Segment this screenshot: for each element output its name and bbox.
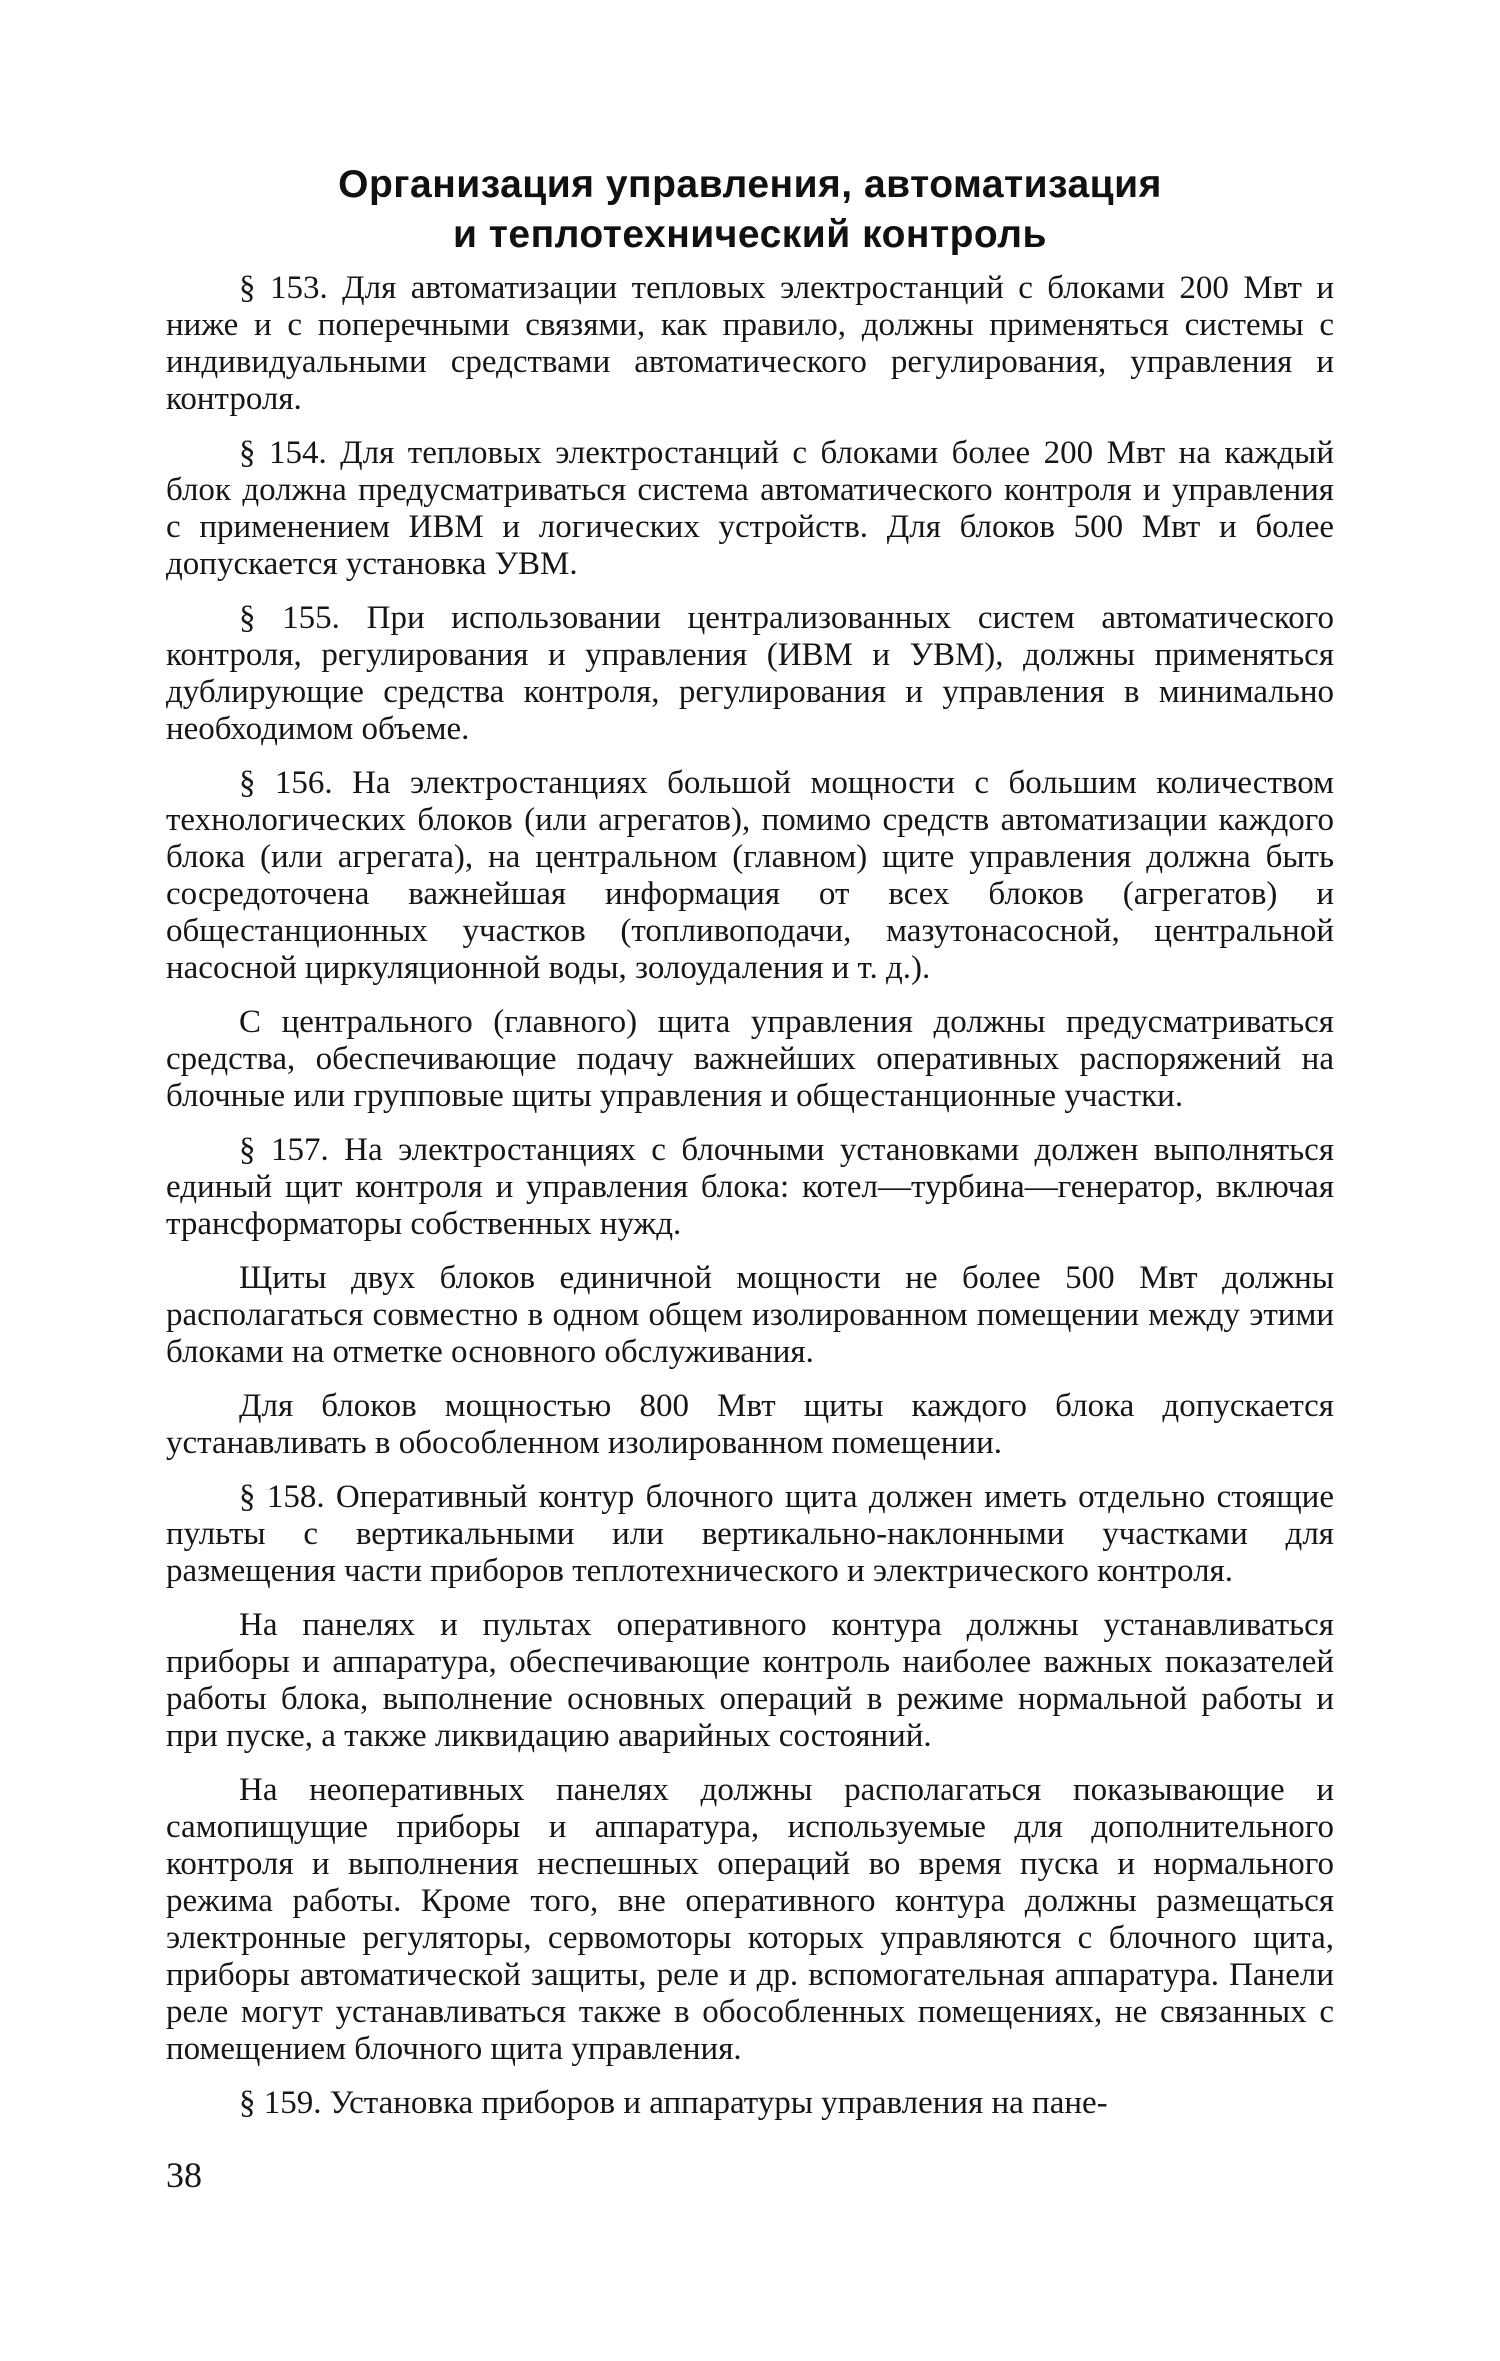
paragraph-157-800mw: Для блоков мощностью 800 Мвт щиты каждого блока допускается устанавливать в обособленном изолированном помещении. — [166, 1388, 1334, 1461]
section-title-line-1: Организация управления, автоматизация — [338, 163, 1162, 206]
section-title — [166, 160, 1334, 260]
paragraph-159: § 159. Установка приборов и аппаратуры управления на пане- — [239, 2085, 1108, 2121]
paragraph-158: § 158. Оперативный контур блочного щита должен иметь отдельно стоящие пульты с вертикальными или вертикально-наклонными участками для размещения части приборов теплотехнического и электрического контроля. — [166, 1479, 1334, 1589]
paragraph-157-two-blocks: Щиты двух блоков единичной мощности не более 500 Мвт должны располагаться совместно в одном общем изолированном помещении между этими блоками на отметке основного обслуживания. — [166, 1260, 1334, 1370]
paragraph-158-panels: На панелях и пультах оперативного контура должны устанавливаться приборы и аппаратура, обеспечивающие контроль наиболее важных показателей работы блока, выполнение основных операций в режиме нормальной работы и при пуске, а также ликвидацию аварийных состояний. — [166, 1607, 1334, 1754]
paragraph-156-central-panel: С центрального (главного) щита управления должны предусматриваться средства, обеспечивающие подачу важнейших оперативных распоряжений на блочные или групповые щиты управления и общестанционные участки. — [166, 1004, 1334, 1114]
section-title-line-2: и теплотехнический контроль — [453, 213, 1047, 256]
paragraph-158-nonoperative: На неоперативных панелях должны располагаться показывающие и самопищущие приборы и аппаратура, используемые для дополнительного контроля и выполнения неспешных операций во время пуска и нормального режима работы. Кроме того, вне оперативного контура должны размещаться электронные регуляторы, сервомоторы которых управляются с блочного щита, приборы автоматической защиты, реле и др. вспомогательная аппаратура. Панели реле могут устанавливаться также в обособленных помещениях, не связанных с помещением блочного щита управления. — [166, 1772, 1334, 2067]
paragraph-155: § 155. При использовании централизованных систем автоматического контроля, регулирования и управления (ИВМ и УВМ), должны применяться дублирующие средства контроля, регулирования и управления в минимально необходимом объеме. — [166, 600, 1334, 747]
paragraph-154: § 154. Для тепловых электростанций с блоками более 200 Мвт на каждый блок должна предусматриваться система автоматического контроля и управления с применением ИВМ и логических устройств. Для блоков 500 Мвт и более допускается установка УВМ. — [166, 435, 1334, 582]
paragraph-153: § 153. Для автоматизации тепловых электростанций с блоками 200 Мвт и ниже и с поперечными связями, как правило, должны применяться системы с индивидуальными средствами автоматического регулирования, управления и контроля. — [166, 270, 1334, 417]
page-number: 38 — [166, 2155, 202, 2195]
paragraph-157: § 157. На электростанциях с блочными установками должен выполняться единый щит контроля и управления блока: котел—турбина—генератор, включая трансформаторы собственных нужд. — [166, 1132, 1334, 1242]
page-body — [166, 160, 1334, 2139]
paragraph-156: § 156. На электростанциях большой мощности с большим количеством технологических блоков (или агрегатов), помимо средств автоматизации каждого блока (или агрегата), на центральном (главном) щите управления должна быть сосредоточена важнейшая информация от всех блоков (агрегатов) и общестанционных участков (топливоподачи, мазутонасосной, центральной насосной циркуляционной воды, золоудаления и т. д.). — [166, 765, 1334, 986]
